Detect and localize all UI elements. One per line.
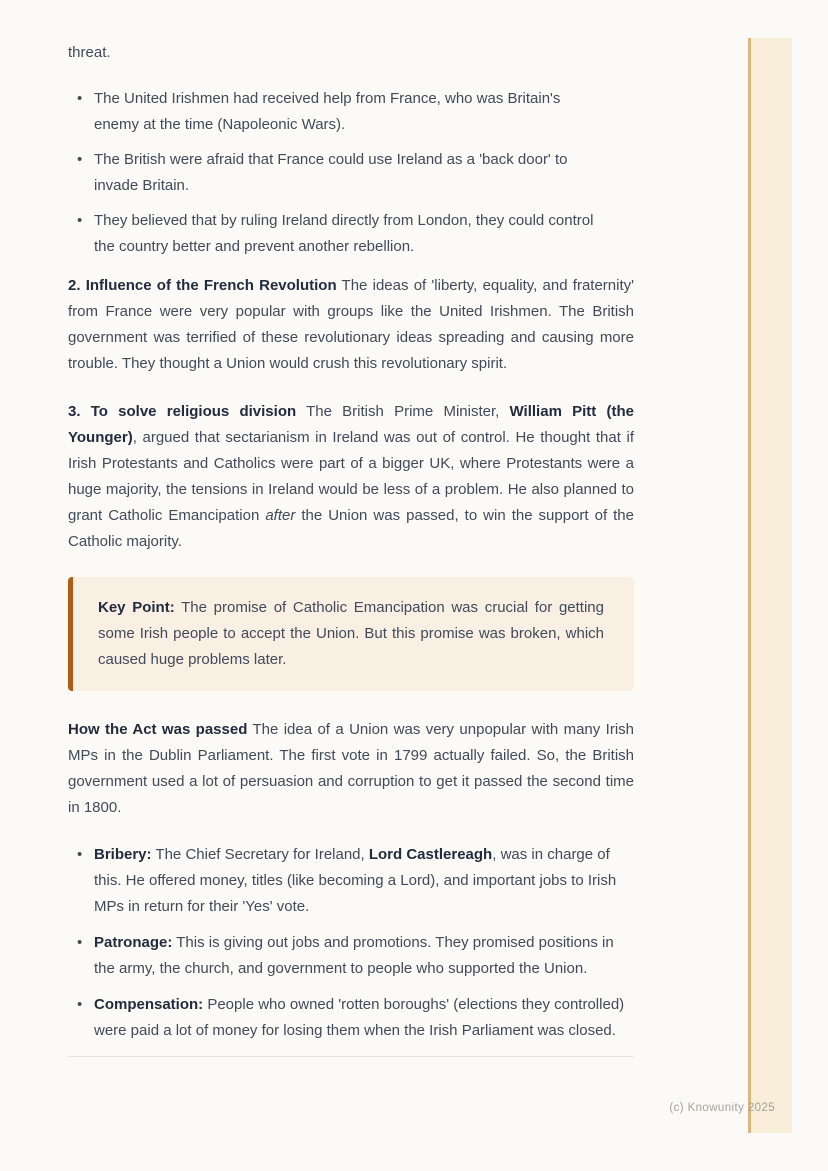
bold-name-william-pitt: William Pitt (the Younger)	[68, 403, 635, 446]
section-how-act-passed	[68, 717, 634, 821]
opening-paragraph-fragment	[68, 40, 634, 66]
italic-word: after	[265, 507, 296, 524]
key-point-paragraph	[98, 595, 604, 673]
page-divider	[68, 1056, 634, 1057]
section-body-text: The idea of a Union was very unpopular with many Irish MPs in the Dublin Parliament. The first vote in 1799 actually failed. So, the British government used a lot of persuasion and corruption to get it passed the second time in 1800.	[68, 721, 634, 816]
key-point-body-text: The promise of Catholic Emancipation was crucial for getting some Irish people to accept the Union. But this promise was broken, which caused huge problems later.	[98, 599, 604, 668]
list-item-compensation	[94, 992, 634, 1044]
key-point-callout	[68, 577, 634, 691]
list-item-text: This is giving out jobs and promotions. They promised positions in the army, the church, and government to people who supported the Union.	[94, 934, 614, 977]
list-item-text: The British were afraid that France could use Ireland as a 'back door' to invade Britain.	[94, 151, 568, 194]
section-heading-religious-division: 3. To solve religious division	[68, 403, 297, 420]
bold-name-lord-castlereagh: Lord Castlereagh	[368, 846, 493, 863]
list-item	[94, 86, 599, 138]
list-item-bribery	[94, 842, 634, 920]
section-heading-how-act-passed: How the Act was passed	[68, 721, 248, 738]
list-item	[94, 208, 599, 260]
section-body-text: The ideas of 'liberty, equality, and fraternity' from France were very popular with groups like the United Irishmen. The British government was terrified of these revolutionary ideas spreading and causing more trouble. They thought a Union would crush this revolutionary spirit.	[68, 277, 635, 372]
passage-methods-list	[68, 842, 634, 1044]
copyright-watermark: (c) Knowunity 2025	[669, 1102, 775, 1114]
section-religious-division	[68, 399, 634, 555]
union-reasons-list	[68, 86, 634, 260]
list-item-label: Compensation:	[94, 996, 204, 1013]
list-item-text: People who owned 'rotten boroughs' (elections they controlled) were paid a lot of money for losing them when the Irish Parliament was closed.	[94, 996, 625, 1039]
list-item-text: The United Irishmen had received help from France, who was Britain's enemy at the time (Napoleonic Wars).	[94, 90, 561, 133]
list-item-label: Patronage:	[94, 934, 173, 951]
opening-fragment-text: threat.	[68, 44, 111, 61]
key-point-label: Key Point:	[98, 599, 175, 616]
list-item-text: The Chief Secretary for Ireland,	[151, 846, 369, 863]
list-item-label: Bribery:	[94, 846, 152, 863]
section-heading-french-revolution: 2. Influence of the French Revolution	[68, 277, 337, 294]
section-body-text: The British Prime Minister,	[296, 403, 510, 420]
section-body-text: the Union was passed, to win the support of the Catholic majority.	[68, 507, 634, 550]
list-item-text: They believed that by ruling Ireland directly from London, they could control the country better and prevent another rebellion.	[94, 212, 594, 255]
list-item-patronage	[94, 930, 634, 982]
list-item-text: , was in charge of this. He offered money, titles (like becoming a Lord), and important jobs to Irish MPs in return for their 'Yes' vote.	[94, 846, 617, 915]
page-edge-stripe	[748, 38, 792, 1133]
list-item	[94, 147, 599, 199]
section-body-text: , argued that sectarianism in Ireland was out of control. He thought that if Irish Protestants and Catholics were part of a bigger UK, where Protestants were a huge majority, the tensions in Ireland would be less of a problem. He also planned to grant Catholic Emancipation	[68, 429, 634, 524]
section-french-revolution	[68, 273, 634, 377]
